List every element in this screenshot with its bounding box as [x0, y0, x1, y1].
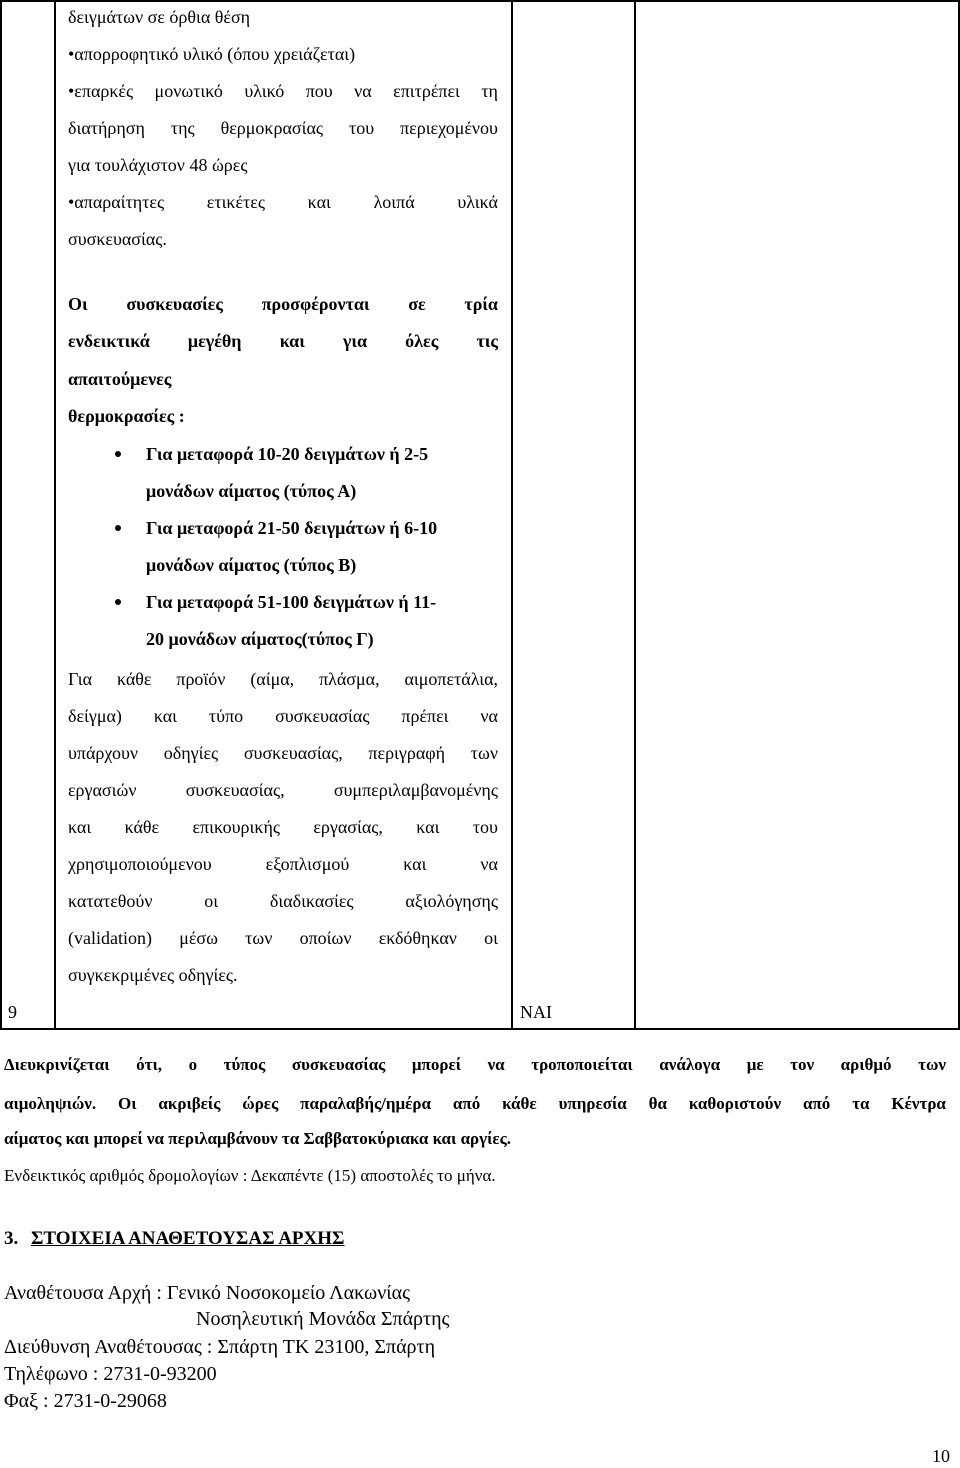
word: εργασιών — [68, 780, 137, 800]
type-line-1: Για μεταφορά 10-20 δειγμάτων ή 2-5 — [146, 444, 429, 464]
authority-unit: Νοσηλευτική Μονάδα Σπάρτης — [196, 1308, 450, 1330]
word: ανάλογα — [659, 1055, 721, 1074]
word: τρία — [464, 294, 498, 314]
word: χρησιμοποιούμενου — [68, 854, 212, 874]
word: προσφέρονται — [261, 294, 370, 314]
word: περιεχομένου — [400, 118, 498, 138]
word: πλάσμα, — [319, 669, 380, 689]
page-number: 10 — [932, 1446, 950, 1466]
word: και — [68, 817, 92, 837]
word: και — [153, 706, 178, 726]
word: επιτρέπει — [393, 81, 460, 101]
word: και — [307, 192, 331, 212]
word: αιμοληψιών. — [4, 1094, 97, 1113]
clarification-line — [4, 1094, 946, 1114]
word: συμπεριλαμβανομένης — [333, 780, 498, 800]
bold-line: θερμοκρασίες : — [68, 406, 185, 426]
bullet-dot-icon — [115, 525, 121, 531]
word: (validation) — [68, 928, 152, 948]
word: τον — [790, 1055, 815, 1074]
word: προϊόν — [176, 669, 226, 689]
word: ακριβείς — [158, 1094, 221, 1113]
bullet-line-justified — [68, 192, 498, 212]
word: Οι — [118, 1094, 137, 1113]
type-line-1: Για μεταφορά 51-100 δειγμάτων ή 11- — [146, 592, 437, 612]
word: σε — [408, 294, 426, 314]
authority-phone: Τηλέφωνο : 2731-0-93200 — [4, 1363, 217, 1385]
word: ετικέτες — [206, 192, 265, 212]
table-divider-3 — [634, 0, 636, 1030]
word: που — [305, 81, 333, 101]
word: αξιολόγησης — [405, 891, 498, 911]
table-divider-2 — [511, 0, 513, 1030]
bold-line-justified — [68, 294, 498, 314]
para-line — [68, 706, 498, 726]
table-divider-1 — [54, 0, 56, 1030]
word: του — [472, 817, 498, 837]
word: τη — [481, 81, 498, 101]
word: συσκευασίας — [291, 1055, 386, 1074]
word: από — [802, 1094, 831, 1113]
para-line — [68, 891, 498, 911]
word: θα — [648, 1094, 668, 1113]
para-line — [68, 780, 498, 800]
word: αιμοπετάλια, — [404, 669, 498, 689]
bullet-line: •απορροφητικό υλικό (όπου χρειάζεται) — [68, 44, 356, 64]
section-title: ΣΤΟΙΧΕΙΑ ΑΝΑΘΕΤΟΥΣΑΣ ΑΡΧΗΣ — [31, 1228, 345, 1249]
para-line — [68, 854, 498, 874]
section-number: 3. — [4, 1228, 19, 1249]
word: και — [403, 854, 427, 874]
para-line — [68, 669, 498, 689]
word: να — [354, 81, 372, 101]
word: τροποποιείται — [531, 1055, 633, 1074]
section-heading — [4, 1228, 344, 1250]
authority-address: Διεύθυνση Αναθέτουσας : Σπάρτη ΤΚ 23100, Σπάρτη — [4, 1336, 436, 1358]
authority-fax: Φαξ : 2731-0-29068 — [4, 1390, 167, 1412]
type-line-2: μονάδων αίματος (τύπος Β) — [146, 555, 357, 575]
word: συσκευασίας — [275, 706, 370, 726]
word: κάθε — [124, 817, 160, 837]
bullet-line-justified — [68, 81, 498, 101]
word: Για — [68, 669, 93, 689]
word: επικουρικής — [192, 817, 280, 837]
word: εργασίας, — [313, 817, 383, 837]
word: από — [452, 1094, 481, 1113]
word: των — [918, 1055, 946, 1074]
table-bottom-border — [0, 1028, 960, 1030]
word: περιγραφή — [368, 743, 446, 763]
type-line-1: Για μεταφορά 21-50 δειγμάτων ή 6-10 — [146, 518, 438, 538]
word: μπορεί — [411, 1055, 462, 1074]
word: μονωτικό — [154, 81, 223, 101]
word: μεγέθη — [187, 331, 242, 351]
para-line — [68, 817, 498, 837]
para-line — [68, 743, 498, 763]
word: Διευκρινίζεται — [4, 1055, 110, 1074]
bullet-dot-icon — [115, 599, 121, 605]
bold-line: απαιτούμενες — [68, 369, 172, 389]
clarification-line — [4, 1055, 946, 1075]
word: υλικά — [457, 192, 498, 212]
word: υπάρχουν — [68, 743, 139, 763]
para-line — [68, 928, 498, 948]
answer-cell: ΝΑΙ — [520, 1002, 552, 1022]
type-line-2: 20 μονάδων αίματος(τύπος Γ) — [146, 629, 374, 649]
word: τις — [476, 331, 498, 351]
word: κατατεθούν — [68, 891, 153, 911]
routes-line: Ενδεικτικός αριθμός δρομολογίων : Δεκαπέντε (15) αποστολές το μήνα. — [4, 1166, 496, 1185]
para-line: συγκεκριμένες οδηγίες. — [68, 965, 238, 985]
word: οι — [484, 928, 498, 948]
word: συσκευασίες — [126, 294, 223, 314]
word: οι — [204, 891, 219, 911]
word: και — [279, 331, 305, 351]
word: θερμοκρασίας — [220, 118, 324, 138]
word: εκδόθηκαν — [378, 928, 457, 948]
word: μέσω — [179, 928, 218, 948]
word: οδηγίες — [163, 743, 219, 763]
word: για — [342, 331, 367, 351]
word: υλικό — [244, 81, 285, 101]
text-line: για τουλάχιστον 48 ώρες — [68, 155, 248, 175]
word: πρέπει — [401, 706, 449, 726]
word: τύπο — [208, 706, 244, 726]
word: όλες — [405, 331, 439, 351]
word: Οι — [68, 294, 88, 314]
word: οποίων — [299, 928, 352, 948]
text-line: συσκευασίας. — [68, 229, 167, 249]
word: να — [487, 1055, 505, 1074]
word: του — [348, 118, 375, 138]
word: καθοριστούν — [688, 1094, 782, 1113]
word: ώρες — [242, 1094, 279, 1113]
word: λοιπά — [373, 192, 415, 212]
word: δείγμα) — [68, 706, 122, 726]
word: κάθε — [116, 669, 152, 689]
bold-line-justified — [68, 331, 498, 351]
table-top-border — [0, 0, 960, 2]
type-line-2: μονάδων αίματος (τύπος Α) — [146, 481, 357, 501]
word: αριθμό — [840, 1055, 892, 1074]
word: •επαρκές — [68, 81, 134, 101]
word: •απαραίτητες — [68, 192, 165, 212]
word: τα — [852, 1094, 870, 1113]
word: με — [746, 1055, 764, 1074]
text-line-justified — [68, 118, 498, 138]
clarification-line: αίματος και μπορεί να περιλαμβάνουν τα Σαββατοκύριακα και αργίες. — [4, 1129, 512, 1148]
text-line: δειγμάτων σε όρθια θέση — [68, 7, 251, 27]
word: (αίμα, — [250, 669, 295, 689]
word: και — [416, 817, 440, 837]
word: κάθε — [502, 1094, 537, 1113]
word: της — [170, 118, 195, 138]
word: υπηρεσία — [558, 1094, 627, 1113]
word: συσκευασίας, — [243, 743, 343, 763]
word: ενδεικτικά — [68, 331, 150, 351]
table-border-left — [0, 0, 2, 1030]
word: εξοπλισμού — [265, 854, 350, 874]
word: ότι, — [136, 1055, 162, 1074]
word: συσκευασίας, — [185, 780, 285, 800]
word: των — [245, 928, 273, 948]
row-number: 9 — [8, 1002, 17, 1022]
authority-name: Αναθέτουσα Αρχή : Γενικό Νοσοκομείο Λακωνίας — [4, 1282, 411, 1304]
word: διαδικασίες — [269, 891, 354, 911]
word: να — [480, 854, 498, 874]
word: των — [470, 743, 498, 763]
word: να — [480, 706, 498, 726]
word: τύπος — [223, 1055, 266, 1074]
word: Κέντρα — [891, 1094, 946, 1113]
word: διατήρηση — [68, 118, 145, 138]
word: παραλαβής/ημέρα — [300, 1094, 432, 1113]
word: ο — [188, 1055, 198, 1074]
bullet-dot-icon — [115, 451, 121, 457]
